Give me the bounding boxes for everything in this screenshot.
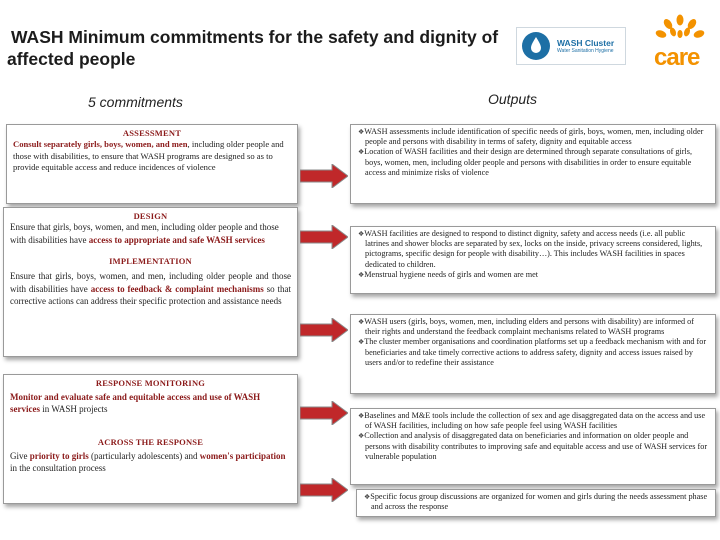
monitoring-highlight: Monitor and evaluate safe and equitable access and use of WASH services xyxy=(10,392,261,414)
output-item xyxy=(355,431,711,462)
assessment-box xyxy=(6,124,298,204)
wash-cluster-logo xyxy=(516,27,626,65)
diamond-bullet-icon: ❖ xyxy=(358,432,365,441)
page-title: WASH Minimum commitments for the safety and dignity of affected people xyxy=(7,27,499,69)
diamond-bullet-icon: ❖ xyxy=(358,412,365,420)
design-highlight-1: access to appropriate xyxy=(88,234,171,245)
implementation-text xyxy=(10,270,291,308)
implementation-pre: Ensure that girls, boys, women, and men, including older people and those with disabilities have xyxy=(10,271,291,294)
across-highlight-2: women's participation xyxy=(199,451,286,461)
implementation-highlight-1: access to feedback & xyxy=(90,283,173,294)
output-item xyxy=(355,127,711,147)
across-text xyxy=(10,450,291,474)
output-text: Location of WASH facilities and their design are determined through separate consultations of girls, boys, women, men, including older people and persons with disabilities in order to ensure equitable access and minimize risks of violence xyxy=(364,147,692,177)
output-item xyxy=(355,411,711,431)
monitoring-title: RESPONSE MONITORING xyxy=(95,378,206,388)
output-design-box xyxy=(350,226,716,294)
diamond-bullet-icon: ❖ xyxy=(358,230,365,238)
output-item xyxy=(355,337,711,368)
arrow-right-icon xyxy=(300,401,348,425)
implementation-post: so that corrective actions can address their specific protection and assistance needs xyxy=(10,283,292,306)
arrow-right-icon xyxy=(300,225,348,249)
arrow-right-icon xyxy=(300,164,348,188)
diamond-bullet-icon: ❖ xyxy=(358,128,365,136)
wash-logo-subtitle: Water Sanitation Hygiene xyxy=(557,47,614,54)
assessment-rest: , including older people and those with disabilities, to ensure that WASH programs are designed so as to provide equitable access and reduce incidences of violence xyxy=(13,139,284,172)
across-highlight-1: priority to girls xyxy=(29,451,89,461)
output-text: WASH assessments include identification of specific needs of girls, boys, women, men, including older people and persons with disability in terms of safety, dignity and equitable access xyxy=(364,127,704,147)
output-item xyxy=(361,492,711,512)
implementation-highlight-2: complaint mechanisms xyxy=(175,283,264,294)
output-item xyxy=(355,147,711,178)
design-pre: Ensure that girls, boys, women, and men, including older people and those with disabilities have xyxy=(10,222,279,245)
commitments-heading: 5 commitments xyxy=(88,94,183,110)
output-item xyxy=(355,229,711,270)
output-text: Menstrual hygiene needs of girls and women are met xyxy=(364,269,538,279)
output-text: Collection and analysis of disaggregated data on beneficiaries and information on older people and persons with disability contributes to improving safe and equitable access and use of WASH services for vulnerable population xyxy=(364,431,708,461)
diamond-bullet-icon: ❖ xyxy=(358,270,365,279)
monitoring-box xyxy=(3,374,298,504)
across-title: ACROSS THE RESPONSE xyxy=(97,437,204,447)
output-item xyxy=(355,270,711,280)
care-logo-text: care xyxy=(654,44,700,71)
output-implementation-box xyxy=(350,314,716,394)
output-text: WASH users (girls, boys, women, men, including elders and persons with disability) are informed of their rights and understand the feedback complaint mechanisms related to WASH programs xyxy=(364,317,694,337)
assessment-text xyxy=(13,139,291,174)
outputs-heading: Outputs xyxy=(488,91,538,107)
monitoring-post: in WASH projects xyxy=(39,404,108,414)
output-assessment-box xyxy=(350,124,716,204)
arrow-right-icon xyxy=(300,318,348,342)
output-text: WASH facilities are designed to respond to distinct dignity, safety and access needs (i.e. all public latrines and shower blocks are separated by sex, locks on the inside, privacy screens considered, lights, pictograms, specific design for people with disability…). This includes WASH facilities in spaces dedicated to children. xyxy=(364,229,703,269)
diamond-bullet-icon: ❖ xyxy=(358,338,365,347)
diamond-bullet-icon: ❖ xyxy=(364,493,371,501)
across-post: in the consultation process xyxy=(10,463,106,473)
design-text xyxy=(10,221,291,246)
output-text: The cluster member organisations and coordination platforms set up a feedback mechanism with and for beneficiaries and take timely corrective actions to address safety, dignity and access issues raised by users and/or to redefine their assistance xyxy=(364,337,707,367)
wash-logo-title: WASH Cluster xyxy=(557,37,615,48)
assessment-title: ASSESSMENT xyxy=(122,128,182,138)
output-across-box xyxy=(356,489,716,517)
output-item xyxy=(355,317,711,337)
output-monitoring-box xyxy=(350,408,716,485)
design-title: DESIGN xyxy=(133,211,168,221)
output-text: Specific focus group discussions are organized for women and girls during the needs assessment phase and across the response xyxy=(370,492,708,512)
implementation-title: IMPLEMENTATION xyxy=(109,256,192,266)
assessment-highlight: Consult separately girls, boys, women, and men xyxy=(13,139,188,149)
arrow-right-icon xyxy=(300,478,348,502)
monitoring-text xyxy=(10,391,291,415)
diamond-bullet-icon: ❖ xyxy=(358,148,365,157)
diamond-bullet-icon: ❖ xyxy=(358,318,365,326)
design-highlight-2: and safe WASH services xyxy=(172,234,265,245)
output-text: Baselines and M&E tools include the collection of sex and age disaggregated data on the access and use of WASH facilities, including on how safe people feel using WASH facilities xyxy=(364,411,706,431)
across-mid: (particularly adolescents) and xyxy=(88,451,200,461)
across-pre: Give xyxy=(10,451,30,461)
water-drop-icon xyxy=(521,31,551,61)
design-implementation-box xyxy=(3,207,298,357)
